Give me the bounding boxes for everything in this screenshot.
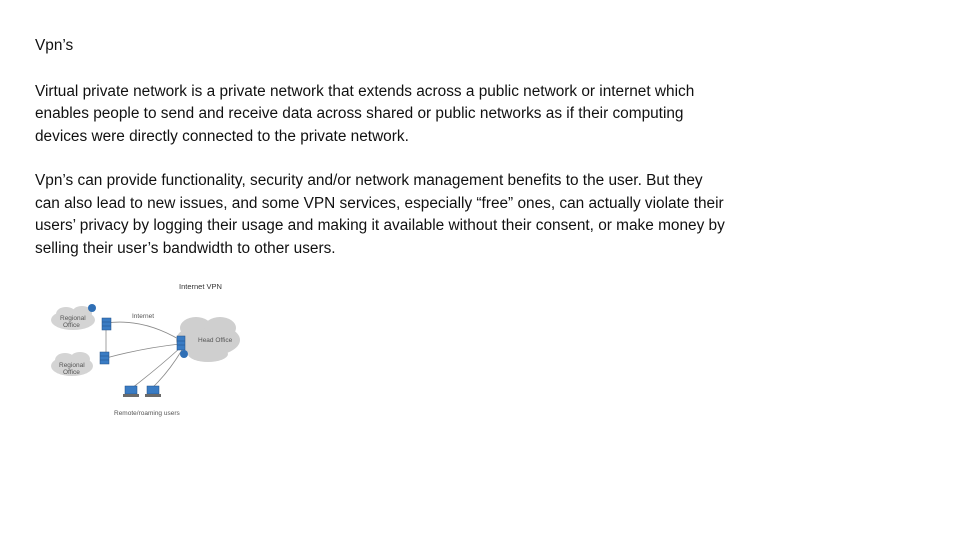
laptop-icon	[123, 386, 139, 397]
head-office-label: Head Office	[198, 337, 233, 344]
regional-office-2-label-line2: Office	[63, 369, 80, 376]
regional-office-1-label-line1: Regional	[60, 315, 86, 322]
regional-office-2-label-line1: Regional	[59, 362, 85, 369]
slide-heading: Vpn’s	[35, 37, 74, 54]
regional-office-cloud-1	[51, 304, 96, 330]
diagram-title: Internet VPN	[179, 282, 222, 291]
firewall-icon	[177, 336, 185, 350]
router-icon	[88, 304, 96, 312]
paragraph-definition: Virtual private network is a private network that extends across a public network or internet which enables people to send and receive data across shared or public networks as if their computing devices were directly connected to the private network.	[35, 82, 695, 145]
firewall-icon	[102, 318, 111, 330]
vpn-diagram	[48, 278, 248, 423]
remote-users-label: Remote/roaming users	[114, 410, 180, 417]
regional-office-1-label-line2: Office	[63, 322, 80, 329]
laptop-icon	[145, 386, 161, 397]
regional-office-cloud-2	[51, 352, 93, 376]
firewall-icon	[100, 352, 109, 364]
slide-text	[35, 35, 725, 282]
internet-label: Internet	[132, 313, 155, 320]
network-links	[106, 322, 182, 388]
paragraph-benefits: Vpn’s can provide functionality, security and/or network management benefits to the user. But they can also lead to new issues, and some VPN services, especially “free” ones, can actually violate their users’ privacy by logging their usage and making it available without their consent, or make money by selling their user’s bandwidth to other users.	[35, 172, 725, 257]
router-icon	[180, 350, 188, 358]
